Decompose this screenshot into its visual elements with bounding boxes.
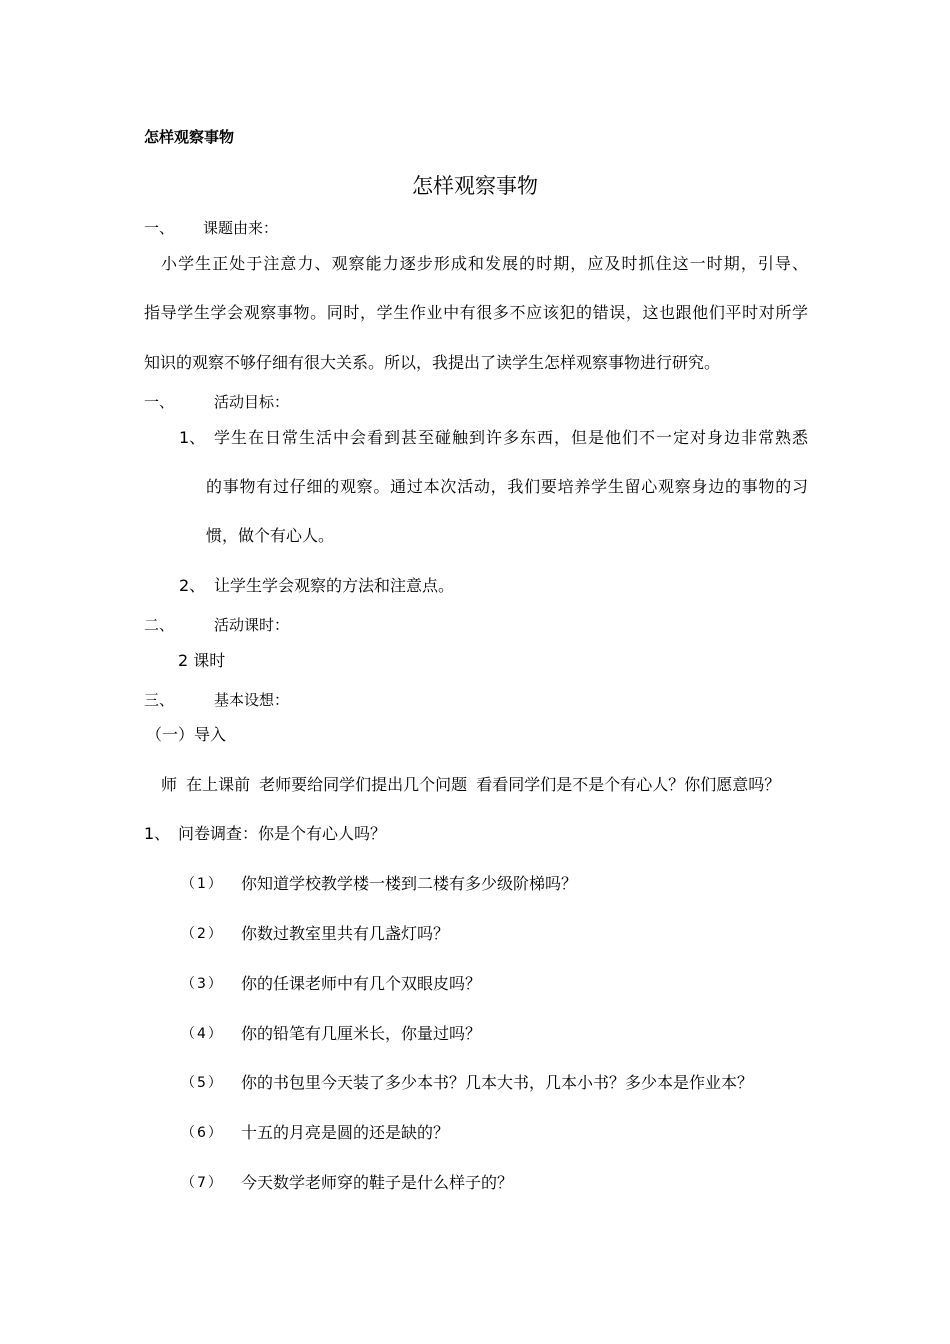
question-number: （7） [181,1175,224,1191]
section-number: 一、 [144,219,175,237]
survey-number: 1、 [144,824,171,843]
section-number: 二、 [144,616,175,634]
subsection-heading: （一）导入 [146,725,227,744]
question-number: （3） [181,976,224,992]
document-header: 怎样观察事物 [144,128,235,146]
section-heading: 活动课时： [214,616,290,634]
section-number: 三、 [144,691,175,709]
question-text: 你的书包里今天装了多少本书？几本大书，几本小书？多少本是作业本？ [241,1073,754,1092]
section-heading: 基本设想： [214,691,290,709]
intro-paragraph-line: 知识的观察不够仔细有很大关系。所以，我提出了读学生怎样观察事物进行研究。 [144,353,721,372]
question-text: 你的任课老师中有几个双眼皮吗？ [241,974,482,993]
question-text: 今天数学老师穿的鞋子是什么样子的？ [241,1173,514,1192]
question-text: 你数过教室里共有几盏灯吗？ [241,924,450,943]
goal-text: 让学生学会观察的方法和注意点。 [214,576,455,595]
section-number: 一、 [144,393,175,411]
question-text: 你知道学校教学楼一楼到二楼有多少级阶梯吗？ [241,874,578,893]
question-number: （6） [181,1125,224,1141]
survey-title: 问卷调查：你是个有心人吗？ [178,824,387,843]
intro-paragraph-line: 小学生正处于注意力、观察能力逐步形成和发展的时期，应及时抓住这一时期，引导、 [144,254,808,273]
goal-number: 2、 [179,576,206,595]
class-hours: 2 课时 [178,651,226,670]
goal-number: 1、 [179,428,206,447]
question-text: 十五的月亮是圆的还是缺的？ [241,1123,450,1142]
goal-text-line: 的事物有过仔细的观察。通过本次活动，我们要培养学生留心观察身边的事物的习 [206,477,808,496]
question-number: （1） [181,876,224,892]
teacher-line: 师 在上课前 老师要给同学们提出几个问题 看看同学们是不是个有心人？你们愿意吗？ [161,775,781,794]
question-number: （2） [181,926,224,942]
section-heading: 活动目标： [214,393,290,411]
section-heading: 课题由来： [203,219,279,237]
question-number: （4） [181,1026,224,1042]
question-number: （5） [181,1075,224,1091]
document-title: 怎样观察事物 [412,174,538,198]
question-text: 你的铅笔有几厘米长，你量过吗？ [241,1024,482,1043]
goal-text-line: 学生在日常生活中会看到甚至碰触到许多东西，但是他们不一定对身边非常熟悉 [214,428,808,447]
intro-paragraph-line: 指导学生学会观察事物。同时，学生作业中有很多不应该犯的错误，这也跟他们平时对所学 [144,303,808,322]
goal-text-line: 惯，做个有心人。 [206,526,335,545]
